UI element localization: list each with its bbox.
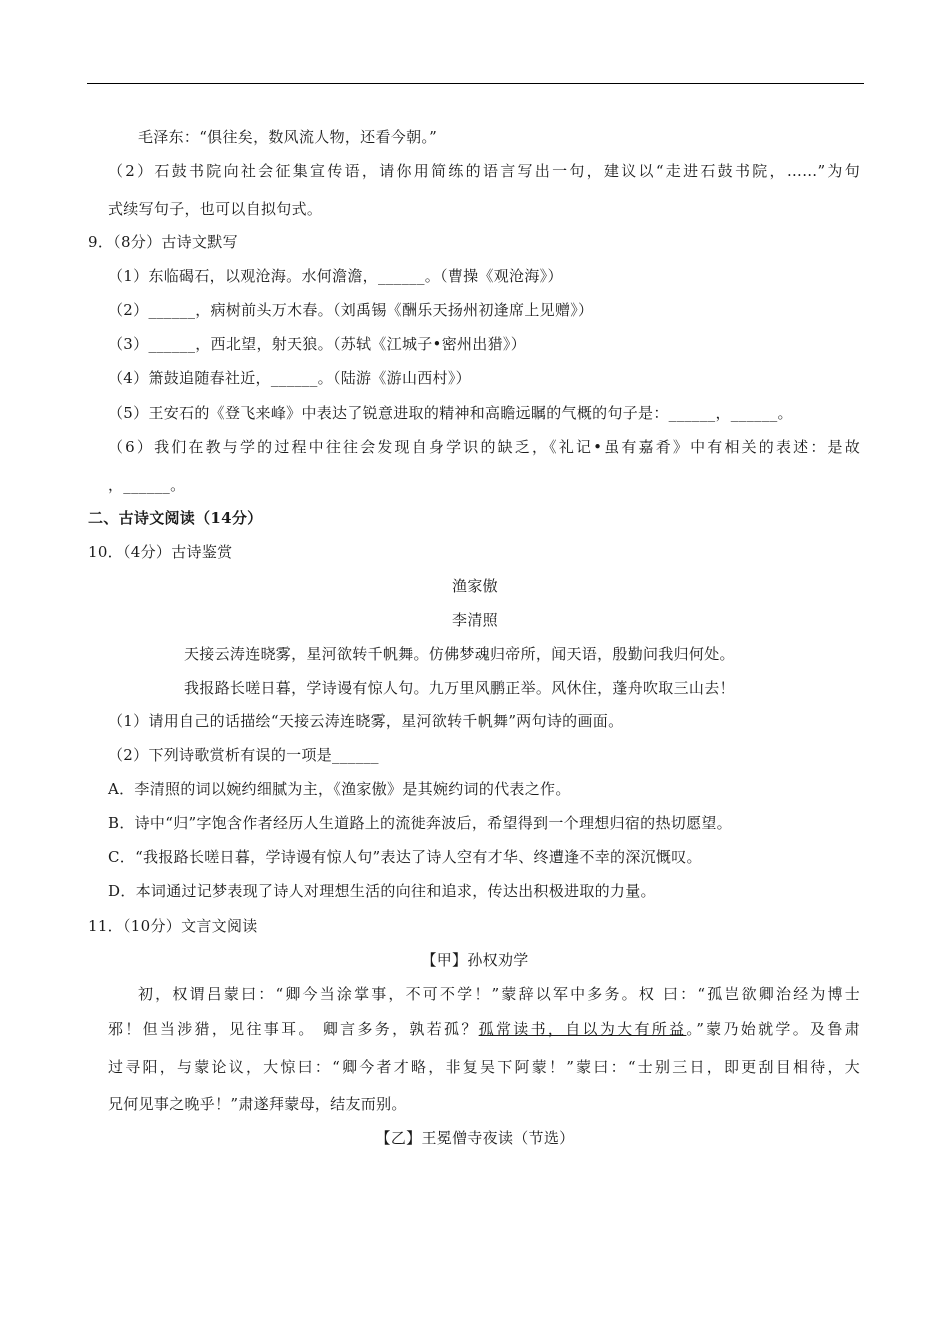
passage-yi-title: 【乙】王冕僧寺夜读（节选）	[375, 1129, 575, 1147]
poem-line: 我报路长嗟日暮，学诗谩有惊人句。九万里风鹏正举。风休住，蓬舟吹取三山去！	[184, 679, 735, 697]
question-11-heading: 11．（10分）文言文阅读	[88, 917, 258, 935]
option-b: B．诗中“归”字饱含作者经历人生道路上的流徙奔波后，希望得到一个理想归宿的热切愿望。	[108, 814, 732, 832]
question-8-2: （2）石鼓书院向社会征集宣传语，请你用简练的语言写出一句，建议以“走进石鼓书院，……”为句	[108, 162, 860, 180]
question-10-2: （2）下列诗歌赏析有误的一项是______	[108, 746, 379, 764]
question-10-1: （1）请用自己的话描绘“天接云涛连晓雾，星河欲转千帆舞”两句诗的画面。	[108, 712, 624, 730]
question-9-6: （6）我们在教与学的过程中往往会发现自身学识的缺乏，《礼记•虽有嘉肴》中有相关的表述：是故	[108, 438, 860, 456]
passage-line: 初，权谓吕蒙曰：“卿今当涂掌事，不可不学！”蒙辞以军中多务。权 曰：“孤岂欲卿治经为博士	[138, 985, 860, 1003]
header-rule	[87, 83, 864, 84]
question-10-heading: 10．（4分）古诗鉴赏	[88, 543, 233, 561]
passage-line: 过寻阳，与蒙论议，大惊曰：“卿今者才略，非复吴下阿蒙！”蒙曰：“士别三日，即更刮目相待，大	[108, 1058, 860, 1076]
text-line: 毛泽东：“俱往矣，数风流人物，还看今朝。”	[138, 128, 438, 146]
question-9-2: （2）______，病树前头万木春。（刘禹锡《酬乐天扬州初逢席上见赠》）	[108, 301, 594, 319]
question-9-1: （1）东临碣石，以观沧海。水何澹澹，______。（曹操《观沧海》）	[108, 267, 563, 285]
passage-line: 邪！但当涉猎，见往事耳。 卿言多务，孰若孤？孤常读书，自以为大有所益。”蒙乃始就学。及鲁肃	[108, 1020, 860, 1038]
option-a: A．李清照的词以婉约细腻为主，《渔家傲》是其婉约词的代表之作。	[108, 780, 571, 798]
section-heading: 二、古诗文阅读（14分）	[88, 509, 263, 527]
poem-title: 渔家傲	[452, 577, 498, 595]
poem-author: 李清照	[452, 611, 498, 629]
question-9-heading: 9．（8分）古诗文默写	[88, 233, 238, 251]
poem-line: 天接云涛连晓雾，星河欲转千帆舞。仿佛梦魂归帝所，闻天语，殷勤问我归何处。	[184, 645, 735, 663]
passage-line: 兄何见事之晚乎！”肃遂拜蒙母，结友而别。	[108, 1095, 407, 1113]
underlined-sentence: 孤常读书，自以为大有所益	[478, 1020, 687, 1038]
option-c: C．“我报路长嗟日暮，学诗谩有惊人句”表达了诗人空有才华、终遭逢不幸的深沉慨叹。	[108, 848, 702, 866]
question-9-5: （5）王安石的《登飞来峰》中表达了锐意进取的精神和高瞻远瞩的气概的句子是：______，______。	[108, 404, 793, 422]
option-d: D．本词通过记梦表现了诗人对理想生活的向往和追求，传达出积极进取的力量。	[108, 882, 656, 900]
text-line: ，______。	[108, 476, 186, 494]
text-line: 式续写句子，也可以自拟句式。	[108, 200, 323, 218]
passage-jia-title: 【甲】孙权劝学	[421, 951, 529, 969]
question-9-3: （3）______，西北望，射天狼。（苏轼《江城子•密州出猎》）	[108, 335, 526, 353]
question-9-4: （4）箫鼓追随春社近，______。（陆游《游山西村》）	[108, 369, 471, 387]
